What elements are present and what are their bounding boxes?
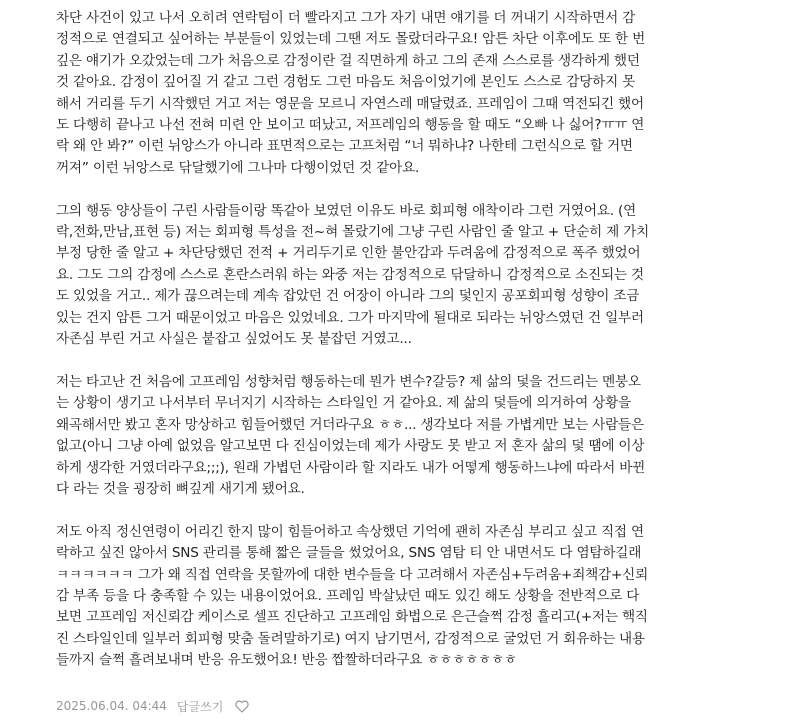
comment-line: 자존심 부린 거고 사실은 붙잡고 싶었어도 못 붙잡던 거였고...: [56, 331, 412, 348]
comment-line: 그의 행동 양상들이 구린 사람들이랑 똑같아 보였던 이유도 바로 회피형 애착이라 그런 거였어요. (연: [56, 202, 637, 219]
comment-line: 있는 건지 암튼 그거 때문이었고 마음은 있었네요. 그가 마지막에 될대로 되라는 뉘앙스였던 건 일부러: [56, 309, 644, 326]
comment-line: 것 같아요. 감정이 깊어질 거 같고 그런 경험도 그런 마음도 처음이었기에 본인도 스스로 감당하지 못: [56, 74, 636, 91]
reply-button[interactable]: 답글쓰기: [176, 699, 224, 714]
comment-line: 보면 고프레임 저신뢰감 케이스로 셀프 진단하고 고프레임 화법으로 은근슬쩍 감정 흘리고(+저는 핵직: [56, 609, 648, 626]
comment-line: 꺼져” 이런 뉘앙스로 닦달했기에 그나마 다행이었던 것 같아요.: [56, 159, 420, 176]
comment-line: 저는 타고난 건 처음에 고프레임 성향처럼 행동하는데 뭔가 변수?갈등? 제 삶의 덫을 건드리는 멘붕오: [56, 373, 641, 390]
comment-line: 정적으로 연결되고 싶어하는 부분들이 있었는데 그땐 저도 몰랐더라구요! 암튼 차단 이후에도 또 한 번: [56, 31, 646, 48]
heart-outline-icon[interactable]: [235, 700, 249, 713]
comment-line: 하게 생각한 거였더라구요;;;), 원래 가볍던 사람이라 할 지라도 내가 어떻게 행동하느냐에 따라서 바뀐: [56, 459, 646, 476]
comment-line: 진 스타일인데 일부러 회피형 맞춤 돌려말하기로) 여지 남기면서, 감정적으로 굴었던 거 회유하는 내용: [56, 630, 645, 647]
comment-line: 해서 거리를 두기 시작했던 거고 저는 영문을 모르니 자연스레 매달렸죠. 프레임이 그때 역전되긴 했어: [56, 95, 644, 112]
comment-paragraph-4: [56, 522, 776, 672]
comment-line: 도 있었을 거고.. 제가 끊으려는데 계속 잡았던 건 어장이 아니라 그의 덫인지 공포회피형 성향이 조금: [56, 288, 640, 305]
comment-line: 다 라는 것을 굉장히 뼈깊게 새기게 됐어요.: [56, 480, 305, 497]
comment-line: 왜곡해서만 봤고 혼자 망상하고 힘들어했던 거더라구요 ㅎㅎ... 생각보다 저를 가볍게만 보는 사람들은: [56, 416, 644, 433]
comment-line: 부정 당한 줄 알고 + 차단당했던 전적 + 거리두기로 인한 불안감과 두려움에 감정적으로 폭주 했었어: [56, 245, 641, 262]
comment-line: 차단 사건이 있고 나서 오히려 연락텀이 더 빨라지고 그가 자기 내면 얘기를 더 꺼내기 시작하면서 감: [56, 10, 636, 26]
comment-line: 락하고 싶진 않아서 SNS 관리를 통해 짧은 글들을 썼었어요, SNS 염탐 티 안 내면서도 다 염탐하길래: [56, 545, 642, 562]
comment-line: 락 왜 안 봐?” 이런 뉘앙스가 아니라 표면적으로는 고프처럼 “너 뭐하냐? 나한테 그런식으로 할 거면: [56, 138, 633, 155]
comment-line: 깊은 얘기가 오갔었는데 그가 처음으로 감정이란 걸 직면하게 하고 그의 존재 스스로를 생각하게 했던: [56, 52, 640, 69]
comment-line: 저도 아직 정신연령이 어리긴 한지 많이 힘들어하고 속상했던 기억에 괜히 자존심 부리고 싶고 직접 연: [56, 523, 644, 540]
comment-line: 없고(아니 그냥 아예 없었음 알고보면 다 진심이었는데 제가 사랑도 못 받고 저 혼자 삶의 덫 땜에 이상: [56, 438, 645, 455]
comment-paragraph-2: [56, 201, 776, 351]
comment-line: 도 다행히 끝나고 나선 전혀 미련 안 보이고 떠났고, 저프레임의 행동을 할 때도 “오빠 나 싫어?ㅠㅠ 연: [56, 117, 645, 134]
comment-line: 는 상황이 생기고 나서부터 무너지기 시작하는 스타일인 거 같아요. 제 삶의 덫들에 의거하여 상황을: [56, 395, 631, 412]
comment-line: ㅋㅋㅋㅋㅋㅋ 그가 왜 직접 연락을 못할까에 대한 변수들을 다 고려해서 자존심+두려움+죄책감+신뢰: [56, 566, 649, 583]
comment-paragraph-3: [56, 372, 776, 500]
comment-date: 2025.06.04. 04:44: [56, 699, 167, 713]
comment-line: 락,전화,만남,표현 등) 저는 회피형 특성을 전~혀 몰랐기에 그냥 구린 사람인 줄 알고 + 단순히 제 가치: [56, 224, 650, 241]
comment-meta: [56, 697, 249, 715]
comment-paragraph-1: [56, 8, 776, 179]
comment-line: 요. 그도 그의 감정에 스스로 혼란스러워 하는 와중 저는 감정적으로 닦달하니 감정적으로 소진되는 것: [56, 266, 644, 283]
comment-line: 들까지 슬쩍 흘려보내며 반응 유도했어요! 반응 짭짤하더라구요 ㅎㅎㅎㅎㅎㅎㅎ: [56, 652, 517, 669]
comment-body: [56, 8, 776, 672]
comment-line: 감 부족 등을 다 충족할 수 있는 내용이었어요. 프레임 박살났던 때도 있긴 해도 상황을 전반적으로 다: [56, 587, 640, 604]
